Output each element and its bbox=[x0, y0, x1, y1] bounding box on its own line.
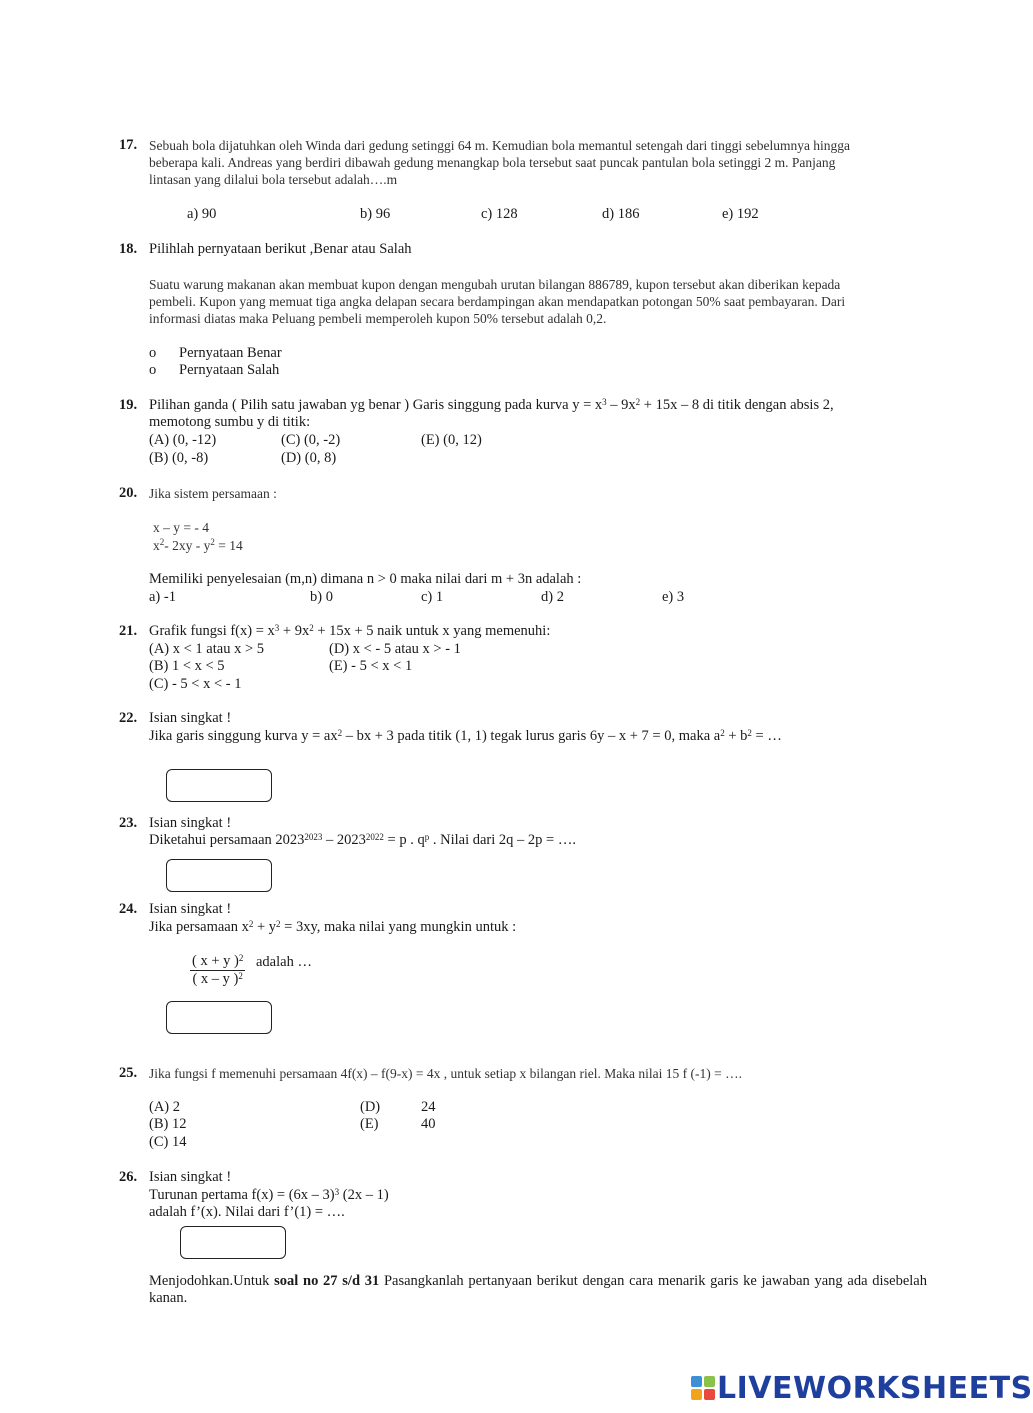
question-number: 25. bbox=[119, 1065, 138, 1081]
question-title: Isian singkat ! bbox=[149, 815, 232, 831]
logo-text: LIVEWORKSHEETS bbox=[717, 1370, 1033, 1406]
question-text: Pilihan ganda ( Pilih satu jawaban yg benar ) Garis singgung pada kurva $y = x^3 - 9x^2 + 15x - 8$ di titik dengan absis 2, bbox=[149, 397, 834, 413]
question-number: 22. bbox=[119, 710, 138, 726]
answer-option-value[interactable]: 40 bbox=[421, 1116, 436, 1132]
question-text: beberapa kali. Andreas yang berdiri dibawah gedung menangkap bola tersebut saat puncak pantulan bola setinggi 2 m. Panjang bbox=[149, 155, 836, 170]
logo-mark-icon bbox=[691, 1376, 715, 1400]
question-text: Suatu warung makanan akan membuat kupon dengan mengubah urutan bilangan 886789, kupon tersebut akan diberikan kepada bbox=[149, 277, 841, 292]
answer-option[interactable]: a) 90 bbox=[187, 206, 217, 222]
answer-option[interactable]: (D) bbox=[360, 1099, 381, 1115]
liveworksheets-logo bbox=[691, 1370, 1033, 1406]
answer-option[interactable]: a) -1 bbox=[149, 589, 176, 605]
answer-option[interactable]: (E) bbox=[360, 1116, 379, 1132]
logo-square bbox=[704, 1376, 715, 1387]
answer-option[interactable]: (D) x < - 5 atau x > - 1 bbox=[329, 641, 461, 657]
question-number: 18. bbox=[119, 241, 138, 257]
fraction-numerator: ( x + y )$^2$ bbox=[192, 953, 244, 969]
answer-option[interactable]: (A) x < 1 atau x > 5 bbox=[149, 641, 265, 657]
question-text: Turunan pertama f(x) = (6x – 3)$^3$ (2x – 1) bbox=[149, 1187, 389, 1203]
answer-option[interactable]: Pernyataan Benar bbox=[179, 345, 282, 361]
question-text: Sebuah bola dijatuhkan oleh Winda dari gedung setinggi 64 m. Kemudian bola memantul setengah dari tinggi sebelumnya hingga bbox=[149, 138, 851, 153]
question-text: pembeli. Kupon yang memuat tiga angka delapan secara berdampingan akan mendapatkan potongan 50% saat pembayaran. Dari bbox=[149, 294, 846, 309]
answer-option[interactable]: (B) 12 bbox=[149, 1116, 187, 1132]
question-number: 23. bbox=[119, 815, 138, 831]
question-text: Jika persamaan $x^2 + y^2 = 3xy$, maka nilai yang mungkin untuk : bbox=[149, 919, 517, 935]
question-title: Isian singkat ! bbox=[149, 710, 232, 726]
answer-option[interactable]: (A) 2 bbox=[149, 1099, 181, 1115]
question-text: memotong sumbu y di titik: bbox=[149, 414, 311, 430]
fraction-expression bbox=[190, 953, 245, 988]
question-title: Pilihlah pernyataan berikut ,Benar atau Salah bbox=[149, 241, 412, 257]
question-text: Jika garis singgung kurva $y = ax^2$ – bx + 3 pada titik (1, 1) tegak lurus garis 6y – x + 7 = 0, maka $a^2 + b^2$ = … bbox=[149, 728, 782, 744]
answer-option[interactable]: (E) (0, 12) bbox=[421, 432, 482, 448]
question-number: 17. bbox=[119, 137, 138, 153]
answer-input-box[interactable] bbox=[180, 1226, 286, 1259]
answer-option[interactable]: b) 96 bbox=[360, 206, 391, 222]
question-number: 19. bbox=[119, 397, 138, 413]
answer-option[interactable]: c) 1 bbox=[421, 589, 444, 605]
matching-instruction: Menjodohkan.Untuk soal no 27 s/d 31 Pasangkanlah pertanyaan berikut dengan cara menarik garis ke jawaban yang ada disebelah kanan. bbox=[149, 1273, 927, 1306]
question-text: Grafik fungsi $f(x) = x^3 + 9x^2 + 15x + 5$ naik untuk x yang memenuhi: bbox=[149, 623, 551, 639]
question-number: 21. bbox=[119, 623, 138, 639]
answer-option[interactable]: (D) (0, 8) bbox=[281, 450, 337, 466]
question-number: 20. bbox=[119, 485, 138, 501]
fraction-suffix: adalah … bbox=[256, 954, 312, 970]
answer-input-box[interactable] bbox=[166, 769, 272, 802]
radio-bullet-icon[interactable]: o bbox=[149, 362, 157, 378]
question-text: lintasan yang dilalui bola tersebut adalah….m bbox=[149, 172, 398, 187]
answer-option[interactable]: (C) (0, -2) bbox=[281, 432, 341, 448]
logo-square bbox=[704, 1389, 715, 1400]
equation: x – y = - 4 bbox=[153, 520, 209, 535]
logo-square bbox=[691, 1376, 702, 1387]
answer-input-box[interactable] bbox=[166, 1001, 272, 1034]
answer-option[interactable]: b) 0 bbox=[310, 589, 333, 605]
question-text: Jika fungsi f memenuhi persamaan 4f(x) – f(9-x) = 4x , untuk setiap x bilangan riel. Maka nilai 15 f (-1) = …. bbox=[149, 1066, 742, 1081]
answer-option[interactable]: Pernyataan Salah bbox=[179, 362, 280, 378]
answer-option-value[interactable]: 24 bbox=[421, 1099, 436, 1115]
equation: $x^2-$ $2xy - y^2 = 14$ bbox=[153, 537, 243, 553]
answer-option[interactable]: (C) - 5 < x < - 1 bbox=[149, 676, 242, 692]
fraction-denominator: ( x – y )$^2$ bbox=[192, 971, 243, 987]
radio-bullet-icon[interactable]: o bbox=[149, 345, 157, 361]
answer-input-box[interactable] bbox=[166, 859, 272, 892]
answer-option[interactable]: e) 3 bbox=[662, 589, 685, 605]
question-title: Jika sistem persamaan : bbox=[149, 486, 277, 501]
logo-square bbox=[691, 1389, 702, 1400]
question-title: Isian singkat ! bbox=[149, 901, 232, 917]
question-text: informasi diatas maka Peluang pembeli memperoleh kupon 50% tersebut adalah 0,2. bbox=[149, 311, 607, 326]
question-number: 26. bbox=[119, 1169, 138, 1185]
question-title: Isian singkat ! bbox=[149, 1169, 232, 1185]
question-text: Diketahui persamaan $2023^{2023} - 2023^{2022} = p$ . $q^p$ . Nilai dari 2q – 2p = …. bbox=[149, 832, 576, 848]
answer-option[interactable]: (E) - 5 < x < 1 bbox=[329, 658, 413, 674]
question-text: Memiliki penyelesaian (m,n) dimana n > 0 maka nilai dari m + 3n adalah : bbox=[149, 571, 582, 587]
answer-option[interactable]: (B) (0, -8) bbox=[149, 450, 209, 466]
question-number: 24. bbox=[119, 901, 138, 917]
answer-option[interactable]: e) 192 bbox=[722, 206, 759, 222]
answer-option[interactable]: d) 186 bbox=[602, 206, 640, 222]
answer-option[interactable]: (B) 1 < x < 5 bbox=[149, 658, 225, 674]
answer-option[interactable]: (C) 14 bbox=[149, 1134, 187, 1150]
answer-option[interactable]: d) 2 bbox=[541, 589, 564, 605]
question-text: adalah f’(x). Nilai dari f’(1) = …. bbox=[149, 1204, 345, 1220]
answer-option[interactable]: (A) (0, -12) bbox=[149, 432, 217, 448]
answer-option[interactable]: c) 128 bbox=[481, 206, 518, 222]
